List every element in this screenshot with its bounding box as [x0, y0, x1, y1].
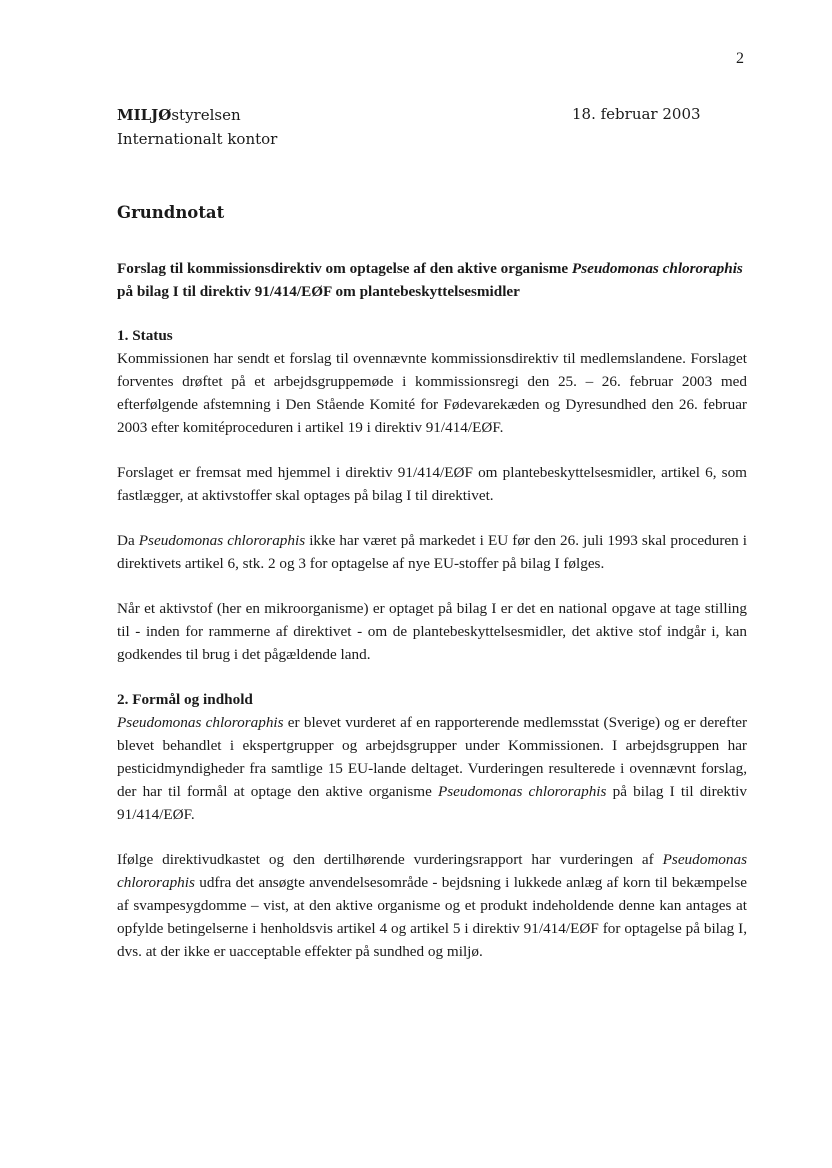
organization-name-bold: MILJØ	[117, 106, 172, 124]
status-p3-organism: Pseudomonas chlororaphis	[138, 532, 306, 549]
title-organism: Pseudomonas chlororaphis	[571, 260, 743, 277]
document-body	[117, 257, 747, 985]
status-paragraph-1: Kommissionen har sendt et forslag til ovennævnte kommissionsdirektiv til medlemslandene. Forslaget forventes drøftet på et arbejdsgruppemøde i kommissionsregi den 25. – 26. februar 2003 med efterfølgende afstemning i Den Stående Komité for Fødevarekæden og Dyresundhed den 26. februar 2003 efter komitéproceduren i artikel 19 i direktiv 91/414/EØF.	[117, 350, 747, 436]
purpose-p1-organism: Pseudomonas chlororaphis	[117, 714, 284, 731]
title-suffix: på bilag I til direktiv 91/414/EØF om plantebeskyttelsesmidler	[117, 283, 520, 300]
purpose-p1-suffix: på bilag I til direktiv 91/414/EØF.	[117, 783, 747, 823]
purpose-p1-organism-2: Pseudomonas chlororaphis	[437, 783, 607, 800]
sender-block	[117, 103, 277, 151]
document-date: 18. februar 2003	[572, 105, 701, 123]
section-heading-status: 1. Status	[117, 327, 173, 344]
purpose-p2-prefix: Ifølge direktivudkastet og den dertilhørende vurderingsrapport har vurderingen af	[117, 851, 663, 868]
section-heading-purpose: 2. Formål og indhold	[117, 691, 253, 708]
organization-name	[117, 103, 277, 127]
office-name: Internationalt kontor	[117, 130, 278, 148]
purpose-p2-suffix: udfra det ansøgte anvendelsesområde - bejdsning i lukkede anlæg af korn til bekæmpelse af svampesygdomme – vist, at den aktive organisme og et produkt indeholdende denne kan antages at opfylde betingelserne i henholdsvis artikel 4 og artikel 5 i direktiv 91/414/EØF for optagelse på bilag I, dvs. at der ikke er uacceptable effekter på sundhed og miljø.	[117, 874, 747, 960]
title-prefix: Forslag til kommissionsdirektiv om optagelse af den aktive organisme	[117, 260, 572, 277]
status-paragraph-2: Forslaget er fremsat med hjemmel i direktiv 91/414/EØF om plantebeskyttelsesmidler, artikel 6, som fastlægger, at aktivstoffer skal optages på bilag I til direktivet.	[117, 464, 747, 504]
page-number: 2	[736, 50, 744, 67]
status-p3-prefix: Da	[117, 532, 139, 549]
organization-name-rest: styrelsen	[171, 106, 241, 124]
purpose-p1-middle: er blevet vurderet af en rapporterende medlemsstat (Sverige) og er derefter blevet behandlet i ekspertgrupper og arbejdsgrupper under Kommissionen. I arbejdsgruppen har pesticidmyndigheder fra samtlige 15 EU-lande deltaget. Vurderingen resulterede i ovennævnt forslag, der har til formål at optage den aktive organisme	[117, 714, 747, 800]
purpose-paragraph-1	[117, 711, 747, 826]
status-p3-suffix: ikke har været på markedet i EU før den 26. juli 1993 skal proceduren i direktivets artikel 6, stk. 2 og 3 for optagelse af nye EU-stoffer på bilag I følges.	[117, 532, 747, 572]
status-paragraph-3	[117, 529, 747, 575]
purpose-paragraph-2	[117, 848, 747, 963]
status-paragraph-4: Når et aktivstof (her en mikroorganisme) er optaget på bilag I er det en national opgave at tage stilling til - inden for rammerne af direktivet - om de plantebeskyttelsesmidler, det aktive stof indgår i, kan godkendes til brug i det pågældende land.	[117, 600, 747, 663]
document-type: Grundnotat	[117, 203, 225, 222]
purpose-p2-organism: Pseudomonas chlororaphis	[117, 851, 747, 891]
document-title	[117, 257, 747, 303]
